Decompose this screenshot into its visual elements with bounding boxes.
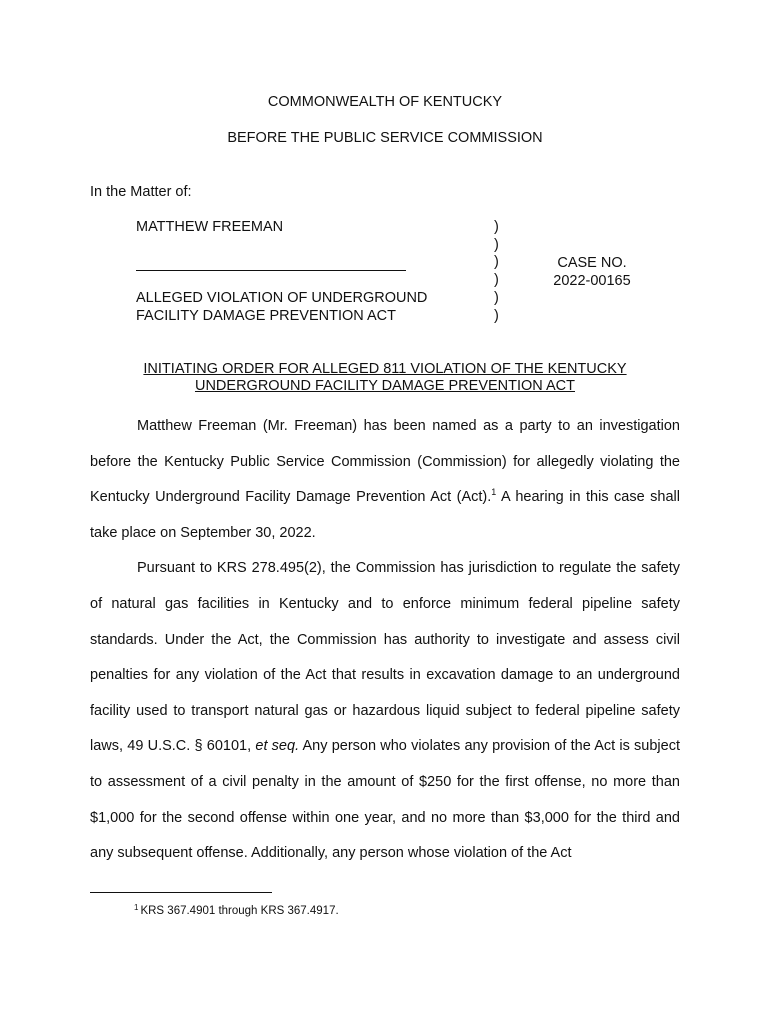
order-title-line2: UNDERGROUND FACILITY DAMAGE PREVENTION ACT xyxy=(194,378,575,394)
paragraph-1-text-cont: A hearing in this case shall take place on September 30, 2022. xyxy=(90,489,680,541)
footnote-text: KRS 367.4901 through KRS 367.4917. xyxy=(140,905,339,917)
citation-italic: et seq. xyxy=(255,738,300,755)
order-title-line1: INITIATING ORDER FOR ALLEGED 811 VIOLATION OF THE KENTUCKY xyxy=(143,361,627,377)
footnote-marker: 1 xyxy=(134,903,139,912)
footnote-reference: 1 xyxy=(491,487,497,498)
case-number: 2022-00165 xyxy=(553,273,631,289)
paragraph-2-text-cont: Any person who violates any provision of the Act is subject to assessment of a civil penalty in the amount of $250 for the first offense, no more than $1,000 for the second offense within one year, and no more than $3,000 for the third and any subsequent offense. Additionally, any person whose violation of the Act xyxy=(90,738,680,862)
body-paragraph-1 xyxy=(90,409,680,551)
caption-paren: ) xyxy=(494,219,499,235)
commission-heading: BEFORE THE PUBLIC SERVICE COMMISSION xyxy=(227,130,543,146)
order-body xyxy=(90,409,680,872)
caption-paren: ) xyxy=(494,289,499,306)
paragraph-2-text: Pursuant to KRS 278.495(2), the Commission has jurisdiction to regulate the safety of natural gas facilities in Kentucky and to enforce minimum federal pipeline safety standards. Under the Act, the Commission has authority to investigate and assess civil penalties for any violation of the Act that results in excavation damage to an underground facility used to transport natural gas or hazardous liquid subject to federal pipeline safety laws, 49 U.S.C. § 60101, xyxy=(90,560,680,755)
caption-paren: ) xyxy=(494,307,499,324)
jurisdiction-heading: COMMONWEALTH OF KENTUCKY xyxy=(267,94,503,110)
case-label: CASE NO. xyxy=(557,255,627,271)
caption-paren: ) xyxy=(494,236,499,253)
footnote xyxy=(134,903,339,917)
caption-paren: ) xyxy=(494,272,499,289)
case-number-block xyxy=(530,254,654,290)
order-title xyxy=(90,361,680,395)
paragraph-1-text: Matthew Freeman (Mr. Freeman) has been named as a party to an investigation before the Kentucky Public Service Commission (Commission) for allegedly violating the Kentucky Underground Facility Damage Prevention Act (Act). xyxy=(90,418,680,506)
caption-parentheses xyxy=(494,219,506,325)
caption-paren: ) xyxy=(494,254,499,271)
matter-intro: In the Matter of: xyxy=(90,184,192,200)
party-name: MATTHEW FREEMAN xyxy=(136,219,284,235)
matter-description-line2: FACILITY DAMAGE PREVENTION ACT xyxy=(136,308,396,324)
caption-separator-line xyxy=(136,270,406,271)
body-paragraph-2 xyxy=(90,551,680,871)
matter-description-line1: ALLEGED VIOLATION OF UNDERGROUND xyxy=(136,290,428,306)
footnote-separator xyxy=(90,892,272,893)
